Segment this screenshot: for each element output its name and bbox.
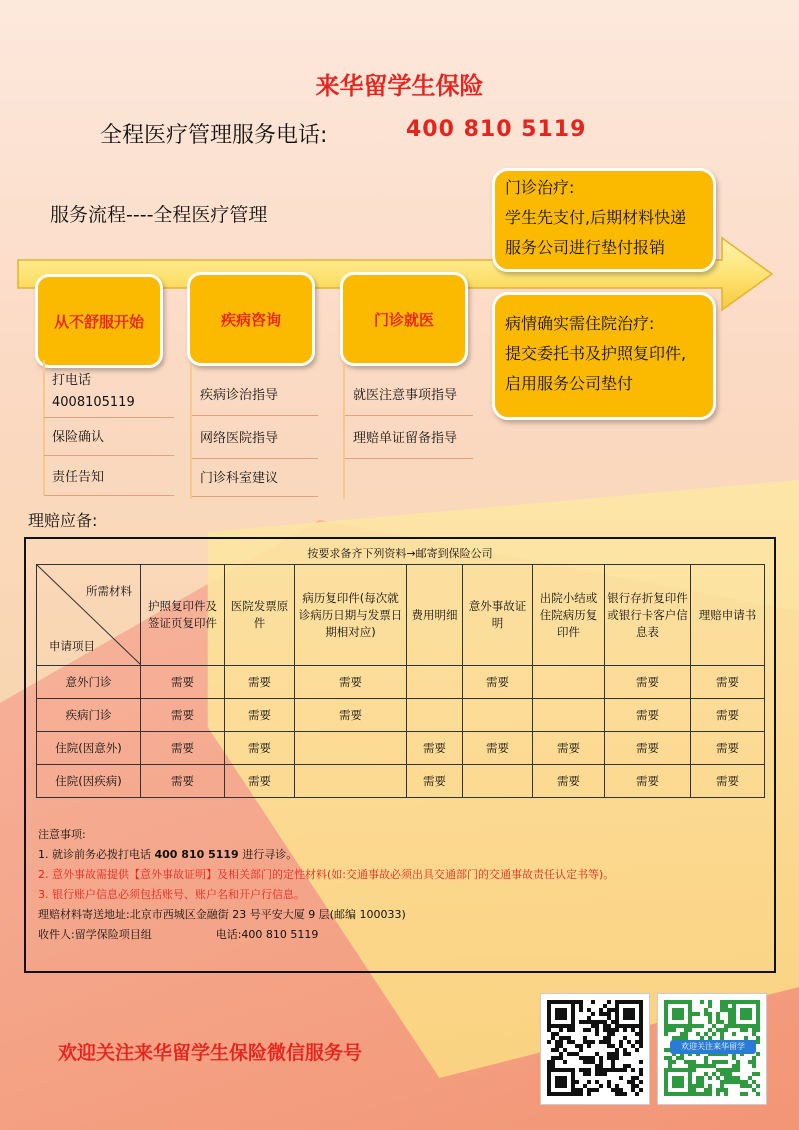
table-cell: 需要 [141,732,225,765]
qr-label: 欢迎关注来华留学 [670,1040,756,1054]
list-item: 理赔单证留备指导 [345,419,473,459]
table-cell: 需要 [141,666,225,699]
table-cell: 需要 [605,699,691,732]
table-cell: 需要 [605,732,691,765]
table-cell [533,699,605,732]
column-header: 医院发票原件 [225,565,295,666]
table-row [37,666,765,699]
list-item: 网络医院指导 [192,419,318,459]
note-text: 1. 就诊前务必拨打电话 [38,848,155,861]
page-title: 来华留学生保险 [315,72,484,100]
notes-section [38,825,614,945]
table-cell: 需要 [691,699,765,732]
table-cell [533,666,605,699]
sublist-discomfort [44,360,174,500]
table-cell: 需要 [691,666,765,699]
column-header: 银行存折复印件或银行卡客户信息表 [605,565,691,666]
table-cell: 需要 [605,765,691,798]
table-cell [295,765,407,798]
claims-frame [24,537,776,973]
inpatient-line: 病情确实需住院治疗: [505,314,655,333]
flow-label: 服务流程----全程医疗管理 [50,204,268,226]
table-cell: 需要 [225,765,295,798]
column-header: 理赔申请书 [691,565,765,666]
table-row [37,732,765,765]
column-header: 病历复印件(每次就诊病历日期与发票日期相对应) [295,565,407,666]
list-item-text: 4008105119 [52,395,135,410]
qr-code-green [657,993,767,1105]
notes-heading: 注意事项: [38,828,86,841]
table-cell: 需要 [533,765,605,798]
mailing-address: 理赔材料寄送地址:北京市西城区金融街 23 号平安大厦 9 层(邮编 100033) [38,908,406,921]
table-cell [407,699,463,732]
recipient-phone: 电话:400 810 5119 [215,928,319,941]
table-cell: 需要 [225,732,295,765]
table-cell: 需要 [295,666,407,699]
step-label: 门诊就医 [373,310,434,329]
table-cell: 需要 [463,666,533,699]
table-cell: 需要 [691,765,765,798]
table-cell: 需要 [605,666,691,699]
list-item [44,370,174,418]
table-cell [295,732,407,765]
list-item: 门诊科室建议 [192,461,318,497]
table-cell: 需要 [691,732,765,765]
table-header-row [37,565,765,666]
footer-text: 欢迎关注来华留学生保险微信服务号 [58,1042,363,1064]
list-item: 疾病诊治指导 [192,376,318,416]
table-row [37,765,765,798]
table-cell: 需要 [141,699,225,732]
list-item-text: 打电话 [52,373,92,388]
table-cell: 需要 [407,765,463,798]
claims-label: 理赔应备: [28,511,98,530]
list-item: 责任告知 [44,460,174,496]
corner-top-label: 所需材料 [86,584,132,598]
step-box-consultation [187,272,315,366]
list-item: 保险确认 [44,420,174,456]
inpatient-line: 启用服务公司垫付 [505,374,634,393]
step-label: 疾病咨询 [220,310,281,329]
table-corner-cell [37,565,141,666]
step-box-discomfort [35,274,163,368]
row-header: 疾病门诊 [37,699,141,732]
sublist-consultation [192,364,318,504]
outpatient-line: 门诊治疗: [505,178,575,197]
table-cell [463,699,533,732]
note-text: 进行寻诊。 [238,848,298,861]
row-header: 住院(因意外) [37,732,141,765]
note-phone: 400 810 5119 [154,848,239,861]
inpatient-box [492,292,716,420]
table-cell: 需要 [141,765,225,798]
table-cell: 需要 [407,732,463,765]
column-header: 意外事故证明 [463,565,533,666]
inpatient-line: 提交委托书及护照复印件, [505,344,687,363]
note-item [38,845,614,865]
table-cell: 需要 [463,732,533,765]
outpatient-box [492,168,716,272]
table-cell: 需要 [225,666,295,699]
note-item: 3. 银行账户信息必须包括账号、账户名和开户行信息。 [38,888,305,901]
sublist-clinic [345,364,473,504]
recipient: 收件人:留学保险项目组 [38,928,152,941]
column-header: 护照复印件及签证页复印件 [141,565,225,666]
table-row [37,699,765,732]
phone-number: 400 810 5119 [406,117,587,142]
row-header: 意外门诊 [37,666,141,699]
column-header: 出院小结或住院病历复印件 [533,565,605,666]
step-label: 从不舒服开始 [53,312,144,331]
outpatient-line: 学生先支付,后期材料快递 [505,208,687,227]
table-cell [463,765,533,798]
column-header: 费用明细 [407,565,463,666]
table-cell [407,666,463,699]
table-caption: 按要求备齐下列资料→邮寄到保险公司 [307,547,493,560]
table-cell: 需要 [533,732,605,765]
corner-bottom-label: 申请项目 [49,639,95,653]
note-item: 2. 意外事故需提供【意外事故证明】及相关部门的定性材料(如:交通事故必须出具交通部门的交通事故责任认定书等)。 [38,868,615,881]
phone-label: 全程医疗管理服务电话: [100,123,328,148]
qr-code-wechat [540,993,650,1105]
step-box-clinic [340,272,468,366]
list-item: 就医注意事项指导 [345,376,473,416]
table-cell: 需要 [225,699,295,732]
outpatient-line: 服务公司进行垫付报销 [505,238,666,257]
qr-code-pattern [547,1000,643,1098]
recipient-line [38,925,614,945]
requirements-table [36,564,765,798]
row-header: 住院(因疾病) [37,765,141,798]
table-cell: 需要 [295,699,407,732]
